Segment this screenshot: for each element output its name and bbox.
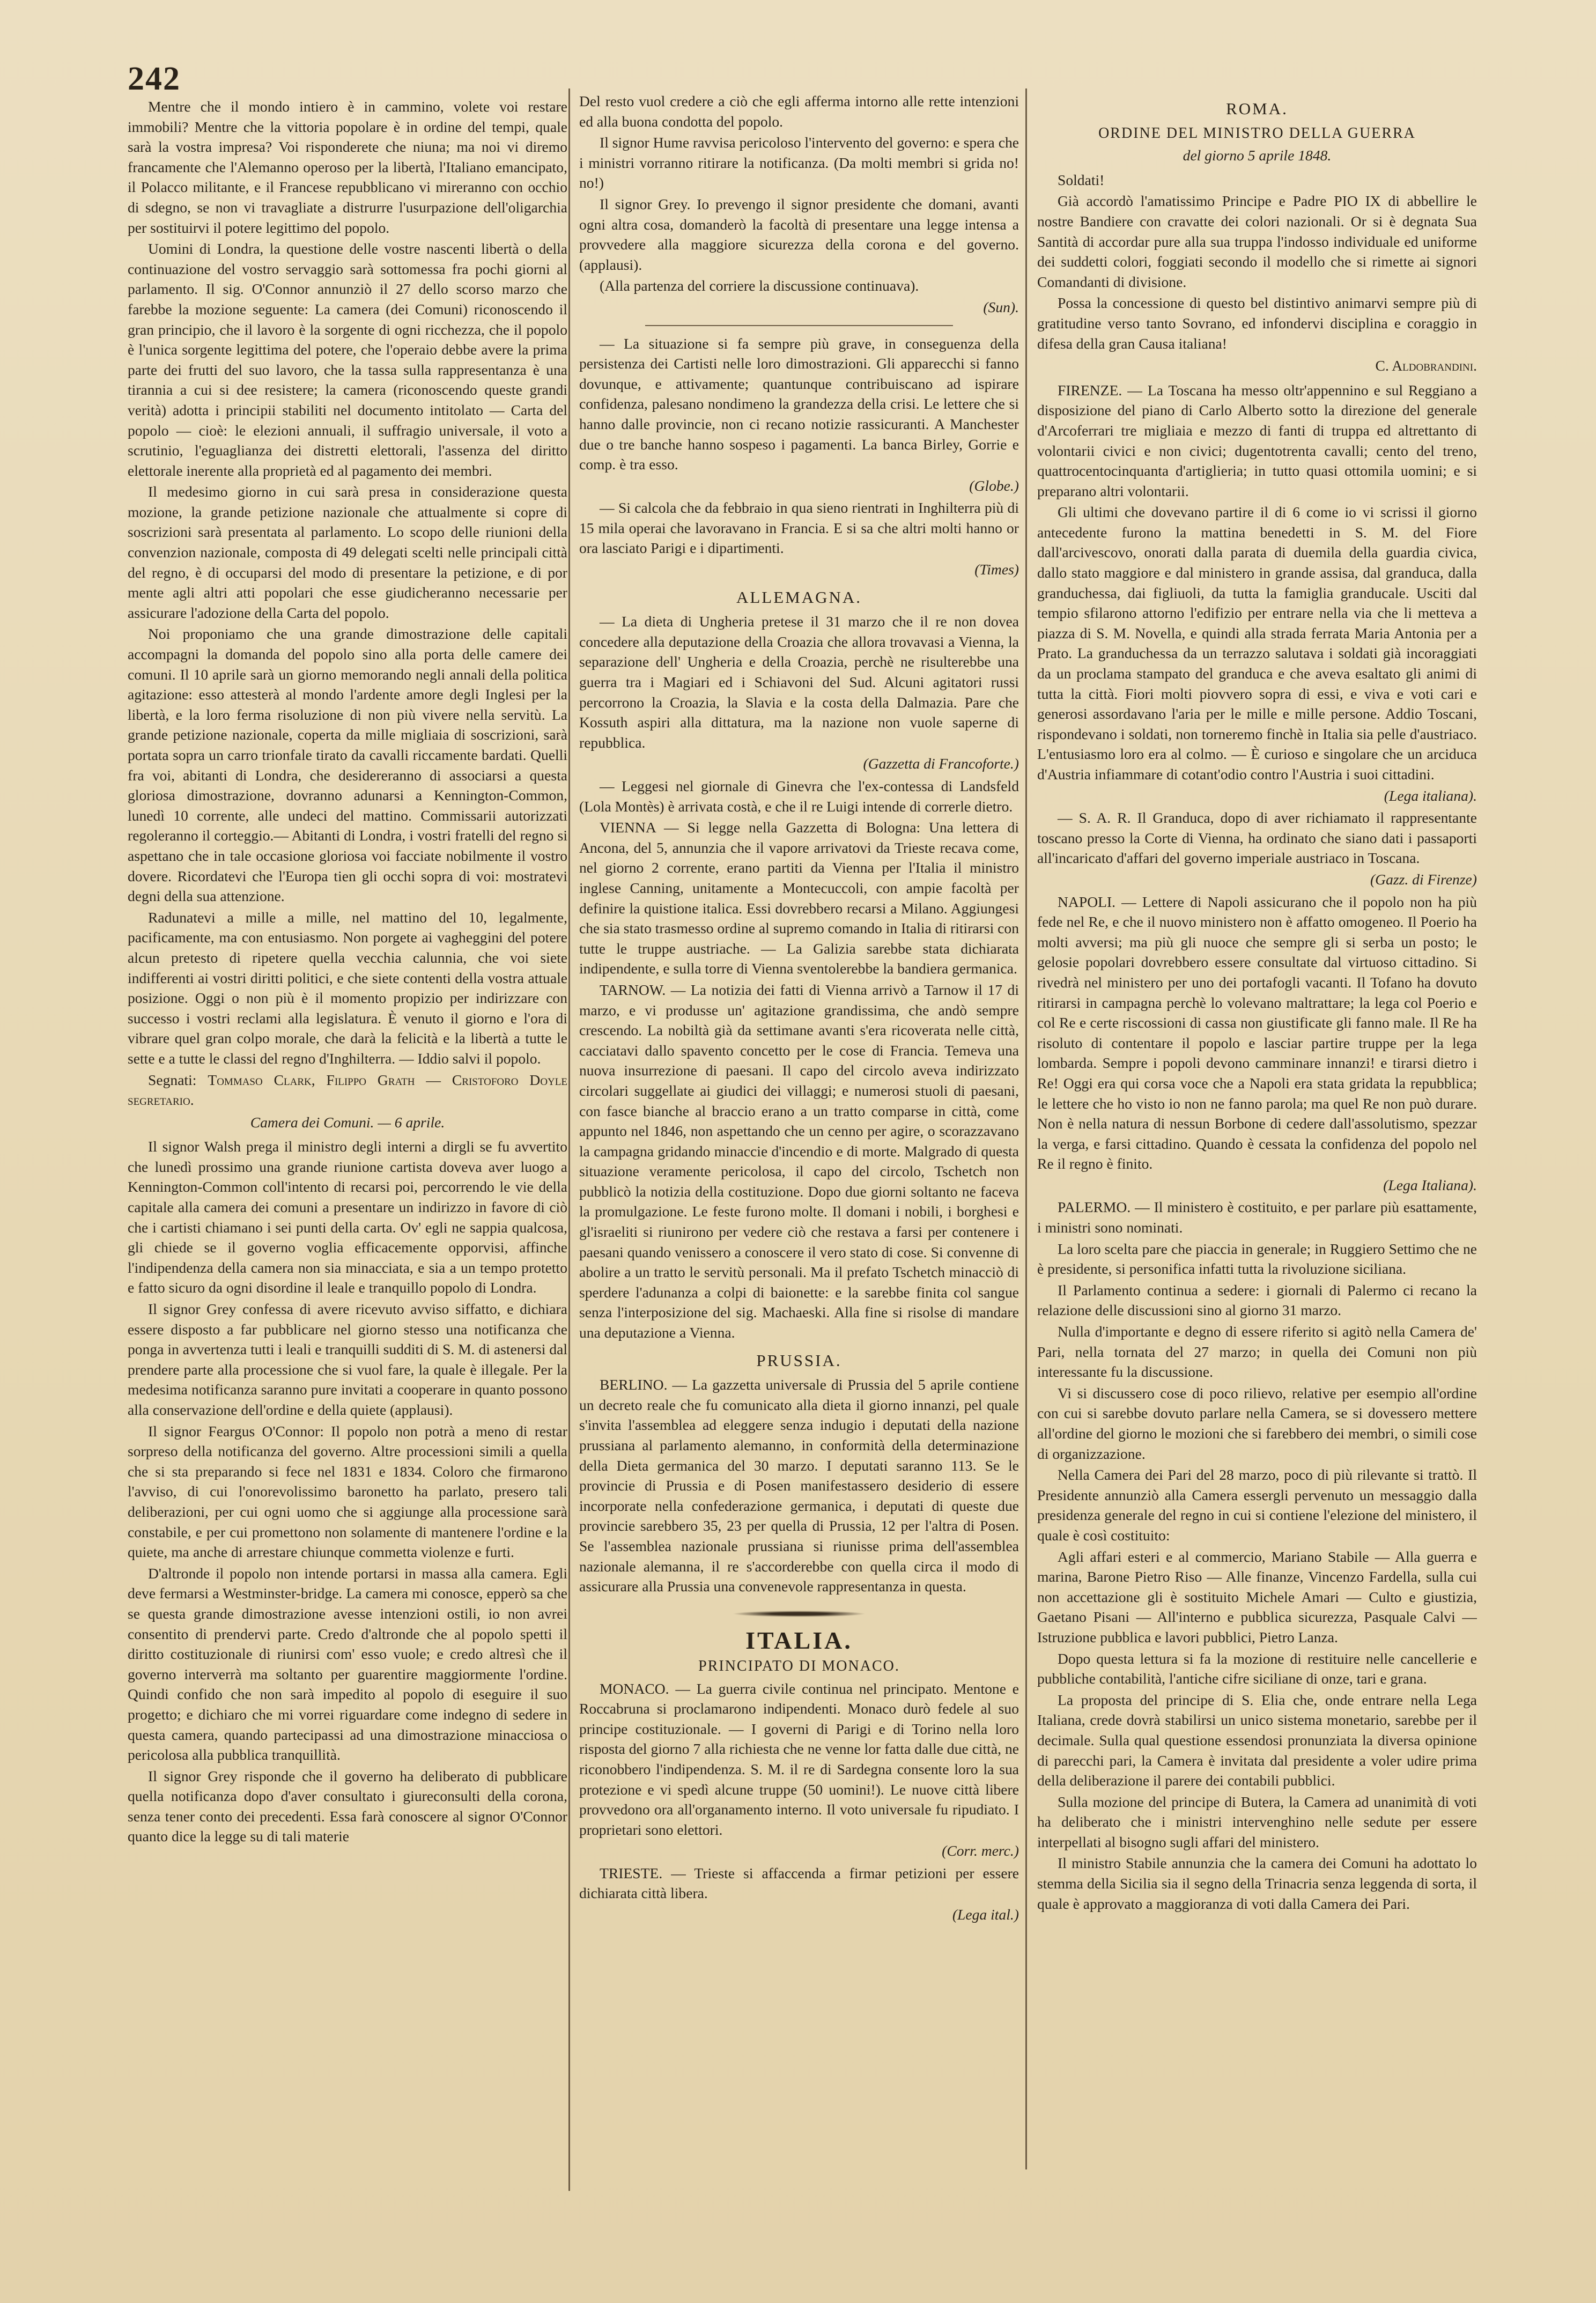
subheading-ordine: ORDINE DEL MINISTRO DELLA GUERRA: [1098, 124, 1416, 142]
signature: C. Aldobrandini.: [1375, 357, 1477, 374]
column-rule-left: [568, 88, 570, 2191]
section-heading-roma: ROMA.: [1226, 99, 1288, 118]
camera-heading: Camera dei Comuni. — 6 aprile.: [250, 1113, 445, 1131]
column-rule-right: [1025, 88, 1027, 2169]
column-3: [1037, 91, 1477, 2172]
article-paragraph: Possa la concessione di questo bel distintivo animarvi sempre più di gratitudine verso tanto Sovrano, ed infondervi disciplina e coraggio in difesa della gran Causa italiana!: [1037, 294, 1477, 352]
article-paragraph: FIRENZE. — La Toscana ha messo oltr'appennino e sul Reggiano a disposizione del piano di Carlo Alberto sotto la direzione del generale d'Arcoferrari tre migliaia e mezzo di fanti di truppa ed altrettanto di volontarii civici e non civici; dugentotrenta cavalli; cento del treno, quattrocentocinquanta d'artiglieria; in tutto quasi ottomila uomini; e si preparano altri volontarii.: [1037, 381, 1477, 499]
article-paragraph: Nulla d'importante e degno di essere riferito si agitò nella Camera de' Pari, nella tornata del 27 marzo; in quella dei Comuni non più interessante fu la discussione.: [1037, 1323, 1477, 1381]
article-paragraph: — La dieta di Ungheria pretese il 31 marzo che il re non dovea concedere alla deputazione della Croazia che allora trovavasi a Vienna, la separazione dell' Ungheria e della Croazia, perchè ne risulterebbe una guerra tra i Magiari ed i Schiavoni del Sud. Alcuni agitatori russi percorrono la Croazia, la Slavia e la costa della Dalmazia. Pare che Kossuth aspiri alla dittatura, ma la nazione non vuole saperne di repubblica.: [579, 613, 1019, 751]
article-paragraph: La proposta del principe di S. Elia che, onde entrare nella Lega Italiana, crede dovrà stabilirsi un unico sistema monetario, sarebbe per il decimale. Sulla qual questione essendosi pronunziata la diversa opinione di parecchi pari, la Camera è invitata dal presidente a voler udire prima della deliberazione il parere dei contabili pubblici.: [1037, 1691, 1477, 1789]
column-2: [579, 91, 1019, 2161]
article-paragraph: Nella Camera dei Pari del 28 marzo, poco di più rilevante si trattò. Il Presidente annunziò alla Camera essergli pervenuto un messaggio dalla presidenza generale del regno in cui si contiene l'elezione del ministero, il quale è così costituito:: [1037, 1466, 1477, 1544]
section-heading-allemagna: ALLEMAGNA.: [736, 587, 862, 607]
article-paragraph: Già accordò l'amatissimo Principe e Padre PIO IX di abbellire le nostre Bandiere con cravatte dei colori nazionali. Or si è degnata Sua Santità di accordar pure alla sua truppa l'indosso individuale ed uniforme dei suddetti colori, foggiati secondo il modello che si rimette ai signori Comandanti di divisione.: [1037, 193, 1477, 290]
article-paragraph: Vi si discussero cose di poco rilievo, relative per esempio all'ordine con cui si sarebbe dovuto parlare nella Camera, se si dovessero mettere all'ordine del giorno le mozioni che si farebbero dei membri, o simili cose di organizzazione.: [1037, 1384, 1477, 1462]
article-paragraph: Il signor Walsh prega il ministro degli interni a dirgli se fu avvertito che lunedì prossimo una grande riunione cartista doveva aver luogo a Kennington-Common coll'intento di recarsi poi, percorrendo le vie della capitale alla camera dei comuni a presentare un indirizzo in favore di ciò che i cartisti chiamano i sei punti della carta. Ov' egli ne sappia qualcosa, gli chiede se il governo voglia efficacemente opporvisi, affinche l'indipendenza della camera non sia minacciata, e sia a un tempo protetto e fatto sicuro da ogni disordine il leale e tranquillo popolo di Londra.: [128, 1138, 567, 1296]
source-citation: (Gazz. di Firenze): [1370, 870, 1477, 888]
article-paragraph: Uomini di Londra, la questione delle vostre nascenti libertà o della continuazione del vostro servaggio sarà sottomessa fra pochi giorni al parlamento. Il sig. O'Connor annunziò il 27 dello scorso marzo che farebbe la mozione seguente: La camera (dei Comuni) riconoscendo il gran principio, che il lavoro è la sorgente di ogni ricchezza, che il popolo è l'unica sorgente legittima del potere, che l'operaio debbe avere la prima parte dei frutti del suo lavoro, che la tassa sulla rappresentanza è una tirannia a cui si dee resistere; la camera (riconoscendo queste grandi verità) adotta i principii stabiliti nel documento intitolato — Carta del popolo — cioè: le elezioni annuali, il suffragio universale, il voto a scrutinio, l'eguaglianza dei distretti elettorali, l'assenza del diritto elettorale inerente alla proprietà ed al pagamento dei membri.: [128, 240, 567, 479]
signers-names: Tommaso Clark, Filippo Grath — Cristoforo Doyle segretario.: [128, 1071, 567, 1109]
source-citation: (Gazzetta di Francoforte.): [863, 755, 1019, 772]
signers-line: [128, 1070, 567, 1110]
article-paragraph: Il ministro Stabile annunzia che la camera dei Comuni ha adottato lo stemma della Sicilia sia il segno della Trinacria senza leggenda di sorta, il quale è approvato a maggioranza di voti dalla Camera dei Pari.: [1037, 1855, 1477, 1912]
article-paragraph: Il signor Grey confessa di avere ricevuto avviso siffatto, e dichiara essere disposto a far pubblicare nel giorno stesso una notificanza che ponga in avvertenza tutti i leali e tranquilli sudditi di S. M. di astenersi dal prendere parte alla processione che si vuol fare, la quale è illegale. Per la medesima notificanza saranno pure invitati a cooperare in quanto possono alla conservazione dell'ordine e della quiete (applausi).: [128, 1301, 567, 1418]
article-paragraph: — Leggesi nel giornale di Ginevra che l'ex-contessa di Landsfeld (Lola Montès) è arrivata costà, e che il re Luigi intende di correrle dietro.: [579, 778, 1019, 815]
article-paragraph: Dopo questa lettura si fa la mozione di restituire nelle cancellerie e pubbliche contabilità, l'antiche cifre siciliane di onze, tari e grana.: [1037, 1650, 1477, 1687]
article-paragraph: Gli ultimi che dovevano partire il di 6 come io vi scrissi il giorno antecedente furono la mattina benedetti in S. M. del Fiore dall'arcivescovo, onorati dalla parata di duemila della guardia civica, dallo stato maggiore e dal ministero in grande assisa, dal granduca, dalla granduchessa, dai figliuoli, da tutta la famiglia granducale. Usciti dal tempio sfilarono attorno l'edifizio per entrare nella via che li metteva a piazza di S. M. Novella, e quindi alla strada ferrata Maria Antonia per a Prato. La granduchessa da un terrazzo salutava i soldati già incoraggiati da un proclama stampato del granduca e che aveva esaltato gli animi di tutta la città. Fiori molti piovvero sopra di essi, e viva e voti cari e generosi assordavano l'aria per le mille e mille persone. Addio Toscani, rispondevano i soldati, non torneremo finchè in Italia sia pelle d'austriaco. L'entusiasmo loro era al colmo. — È curioso e singolare che un arciduca d'Austria infiammare di cotant'odio contro l'Austria i suoi cittadini.: [1037, 504, 1477, 783]
source-citation: (Lega Italiana).: [1383, 1176, 1477, 1193]
article-paragraph: — Si calcola che da febbraio in qua sieno rientrati in Inghilterra più di 15 mila operai che lavoravano in Francia. E si sa che altri molti hanno or ora lasciato Parigi e i dipartimenti.: [579, 499, 1019, 557]
source-citation: (Times): [974, 561, 1019, 578]
article-paragraph: TRIESTE. — Trieste si affaccenda a firmar petizioni per essere dichiarata città libera.: [579, 1864, 1019, 1902]
article-paragraph: Il signor Hume ravvisa pericoloso l'intervento del governo: e spera che i ministri vorranno ritirare la notificanza. (Da molti membri si grida no! no!): [579, 134, 1019, 191]
source-citation: (Sun).: [983, 298, 1019, 315]
article-paragraph: Il signor Grey risponde che il governo ha deliberato di pubblicare quella notificanza dopo d'aver consultato i giureconsulti della corona, senza tener conto dei precedenti. Essa farà conoscere al signor O'Connor quanto dice la legge su di tali materie: [128, 1767, 567, 1845]
page-number: 242: [128, 61, 181, 97]
article-paragraph: Il signor Grey. Io prevengo il signor presidente che domani, avanti ogni altra cosa, domanderò la facoltà di presentare una legge intensa a provvedere alla maggiore sicurezza della corona e del governo. (applausi).: [579, 195, 1019, 273]
article-paragraph: TARNOW. — La notizia dei fatti di Vienna arrivò a Tarnow il 17 di marzo, e vi produsse un' agitazione grandissima, che andò sempre crescendo. La nobiltà già da settimane avanti s'era ricoverata nelle città, cacciatavi dallo spavento concetto per le cose di Francia. Temeva una nuova insurrezione di paesani. Il capo del circolo aveva indirizzato circolari suggellate ai giudici dei villaggi; e numerosi stuoli di paesani, con fasce bianche al braccio erano a un tratto comparse in città, come appunto nel 1846, non aspettando che un cenno per agire, o scorazzavano la campagna gridando minaccie d'incendio e di morte. Malgrado di questa situazione veramente pericolosa, il capo del circolo, Tschetch non pubblicò la notizia della costituzione. Dopo due giorni soltanto ne faceva la promulgazione. Le feste furono molte. Il domani i nobili, i borghesi e gl'israeliti si riunirono per vedere ciò che restava a farsi per contenere i paesani quando venissero a conoscere il vero stato di cose. Si convenne di abolire a un tratto le servitù personali. Ma il prefato Tschetch minacciò di sperdere l'adunanza a colpi di baionette: e la sarebbe finita col sangue senza l'interposizione del sig. Machaeski. Alla fine si risolse di mandare una deputazione a Vienna.: [579, 981, 1019, 1341]
article-paragraph: Il Parlamento continua a sedere: i giornali di Palermo ci recano la relazione delle discussioni sino al giorno 31 marzo.: [1037, 1281, 1477, 1319]
article-paragraph: Noi proponiamo che una grande dimostrazione delle capitali accompagni la domanda del popolo sino alla porta delle camere dei comuni. Il 10 aprile sarà un giorno memorando negli annali della politica agitazione: esso attesterà al mondo l'ardente amore degli Inglesi per la libertà, e la loro ferma risoluzione di non più vivere nella servitù. La grande petizione nazionale, coperta da mille migliaia di soscrizioni, sarà portata sopra un carro trionfale tirato da cavalli riccamente bardati. Quelli fra voi, abitanti di Londra, che desidereranno di associarsi a questa gloriosa dimostrazione, dovranno adunarsi a Kennington-Common, lunedì 10 corrente, alle undeci del mattino. Commissarii autorizzati regoleranno il corteggio.— Abitanti di Londra, i vostri fratelli del regno si aspettano che in tale occasione gloriosa voi facciate nobilmente il vostro dovere. Ricordatevi che l'Europa tien gli occhi sopra di voi: mostratevi degni della sua attenzione.: [128, 625, 567, 905]
section-heading-prussia: PRUSSIA.: [756, 1350, 842, 1370]
source-citation: (Corr. merc.): [942, 1842, 1019, 1859]
article-paragraph: BERLINO. — La gazzetta universale di Prussia del 5 aprile contiene un decreto reale che fu comunicato alla dieta il giorno innanzi, pel quale s'invita l'assemblea ad eleggere senza indugio i deputati della nazione prussiana al parlamento alemanno, in conformità della determinazione della Dieta germanica del 30 marzo. I deputati saranno 113. Se le provincie di Prussia e di Posen manifestassero desiderio di essere incorporate nella confederazione germanica, i deputati di queste due provincie sarebbero 35, 23 per quella di Prussia, 12 per l'altra di Posen. Se l'assemblea nazionale prussiana si riunisse prima dell'assemblea nazionale alemanna, il re s'accorderebbe con quella circa il modo di assicurare alla Prussia una convenevole rappresentanza in questa.: [579, 1376, 1019, 1595]
article-paragraph: Mentre che il mondo intiero è in cammino, volete voi restare immobili? Mentre che la vittoria popolare è in ordine del tempi, quale sarà la vostra impresa? Voi risponderete che niuna; ma noi vi diremo francamente che l'Alemanno operoso per la libertà, l'Italiano emancipato, il Polacco militante, e il Francese repubblicano vi mireranno con occhio di sdegno, se non vi travagliate a distrurre l'usurpazione dell'oligarchia per sostituirvi il potere legittimo del popolo.: [128, 98, 567, 236]
ordine-date: del giorno 5 aprile 1848.: [1183, 147, 1332, 164]
column-1: [128, 97, 567, 2220]
article-paragraph: — S. A. R. Il Granduca, dopo di aver richiamato il rappresentante toscano presso la Corte di Vienna, ha ordinato che siano dati i passaporti all'incaricato d'affari del governo imperiale austriaco in Toscana.: [1037, 809, 1477, 867]
article-paragraph: Sulla mozione del principe di Butera, la Camera ad unanimità di voti ha deliberato che i ministri intervenghino nelle sedute per essere interpellati al bisogno sugli affari del ministero.: [1037, 1793, 1477, 1850]
article-paragraph: PALERMO. — Il ministero è costituito, e per parlare più esattamente, i ministri sono nominati.: [1037, 1199, 1477, 1236]
article-paragraph: D'altronde il popolo non intende portarsi in massa alla camera. Egli deve fermarsi a Westminster-bridge. La camera mi conosce, epperò sa che se questa grande dimostrazione avesse intenzioni ostili, io non avrei consentito di prendervi parte. Credo d'altronde che al popolo spetti il diritto costituzionale di riunirsi com' esso vuole; e credo altresì che il governo interverrà ma soltanto per guarentire maggiormente l'ordine. Quindi confido che non sarà impedito al popolo di eseguire il suo progetto; e dichiaro che mi vorrei riguardare come indegno di sedere in questa camera, quando partecipassi ad una dimostrazione minacciosa o pericolosa alla pubblica tranquillità.: [128, 1564, 567, 1763]
salutation: Soldati!: [1058, 171, 1105, 188]
article-paragraph: NAPOLI. — Lettere di Napoli assicurano che il popolo non ha più fede nel Re, e che il nuovo ministero non è affatto omogeneo. Il Poerio ha molti avversi; ma più gli nuoce che sempre gli si serba un posto; le gelosie popolari dovrebbero essere consultate dal virtuoso cittadino. Si rivedrà nel ministero per uno dei portafogli vacanti. Il Tofano ha dovuto ritirarsi in campagna perchè lo volevano maltrattare; la lega col Poerio e col Re e certe riscossioni di cassa non giustificate gli fanno male. Il Re ha risoluto di contentare il popolo e lasciar partire truppe per la lega lombarda. Sempre i popoli devono camminare innanzi! e tirarsi dietro i Re! Oggi era qui corsa voce che a Napoli era stata gridata la repubblica; le lettere che ho visto io non ne fanno parola; ma quel Re non può durare. Non è nella natura di nessun Borbone di cedere dall'assolutismo, spezzar la verga, e farsi cittadino. Quando è cessata la confidenza del popolo nel Re il regno è finito.: [1037, 893, 1477, 1172]
article-paragraph: Agli affari esteri e al commercio, Mariano Stabile — Alla guerra e marina, Barone Pietro Riso — Alle finanze, Vincenzo Fardella, sulla cui non accettazione gli è sostituito Michele Amari — Culto e giustizia, Gaetano Pisani — All'interno e pubblica sicurezza, Pasquale Calvi — Istruzione pubblica e lavori pubblici, Pietro Lanza.: [1037, 1548, 1477, 1645]
article-paragraph: (Alla partenza del corriere la discussione continuava).: [600, 277, 919, 294]
article-paragraph: VIENNA — Si legge nella Gazzetta di Bologna: Una lettera di Ancona, del 5, annunzia che il vapore arrivatovi da Trieste recava come, nel giorno 2 corrente, erano partiti da Vienna per l'Italia il ministro inglese Canning, unitamente a Montecuccoli, con ampie facoltà per definire la quistione italica. Essi dovrebbero recarsi a Milano. Aggiungesi che sia stato trasmesso ordine al supremo comando in Italia di ritirarsi con tutte le truppe austriache. — La Galizia sarebbe stata dichiarata indipendente, e sulla torre di Vienna sventolerebbe la bandiera germanica.: [579, 819, 1019, 977]
section-heading-italia: ITALIA.: [745, 1627, 853, 1655]
source-citation: (Globe.): [969, 477, 1019, 494]
subheading-monaco: PRINCIPATO DI MONACO.: [698, 1657, 900, 1674]
article-paragraph: MONACO. — La guerra civile continua nel principato. Mentone e Roccabruna si proclamarono indipendenti. Monaco durò fedele al suo principe costituzionale. — I governi di Parigi e di Torino nella loro risposta del giorno 7 alla richiesta che ne venne lor fatta dalle due città, ne riconobbero l'indipendenza. S. M. il re di Sardegna consente loro la sua protezione e vi spedì alcune truppe (50 uomini!). Le nuove città libere provvedono ora all'organamento interno. Il voto universale fu ripudiato. I proprietari sono elettori.: [579, 1680, 1019, 1838]
article-paragraph: Il medesimo giorno in cui sarà presa in considerazione questa mozione, la grande petizione nazionale che attualmente si copre di soscrizioni sarà presentata al parlamento. Lo scopo delle riunioni della convenzion nazionale, composta di 49 delegati scelti nelle principali città del regno, è di occuparsi del modo di presentare la petizione, e di por mente agli altri atti popolari che esse giudicheranno necessarie per assicurare l'adozione della Carta del popolo.: [128, 483, 567, 621]
signers-label: Segnati:: [148, 1071, 197, 1088]
source-citation: (Lega italiana).: [1384, 787, 1477, 804]
article-paragraph: Del resto vuol credere a ciò che egli afferma intorno alle rette intenzioni ed alla buona condotta del popolo.: [579, 93, 1019, 130]
ornament-divider: [579, 1602, 1019, 1622]
article-paragraph: Il signor Feargus O'Connor: Il popolo non potrà a meno di restar sorpreso della notificanza del governo. Altre processioni simili a quella che si sta preparando si fece nel 1831 e 1834. Coloro che firmarono l'avviso, di cui l'onorevolissimo baronetto ha parlato, presero tali deliberazioni, per cui ogni uomo che si aggiunge alla processione sarà constabile, e per cui promettono non solamente di mantenere l'ordine e la quiete, ma anche di arrestare chiunque commetta violenze e furti.: [128, 1422, 567, 1561]
source-citation: (Lega ital.): [952, 1906, 1019, 1923]
separator-rule: [645, 325, 953, 326]
article-paragraph: Radunatevi a mille a mille, nel mattino del 10, legalmente, pacificamente, ma con entusiasmo. Non porgete ai vagheggini del potere alcun pretesto di ripetere quella vecchia calunnia, che voi siete indifferenti ai vostri diritti politici, e che siete contenti della vostra attuale posizione. Oggi o non più è il momento propizio per indirizzare con successo i vostri reclami alla legislatura. È venuto il giorno e l'ora di vibrare quel gran colpo morale, che darà la felicità e la libertà a tutte le sette e a tutte le classi del regno d'Inghilterra. — Iddio salvi il popolo.: [128, 909, 567, 1067]
article-paragraph: — La situazione si fa sempre più grave, in conseguenza della persistenza dei Cartisti nelle loro dimostrazioni. Gli apparecchi si fanno dovunque, e attivamente; quantunque contribuiscano ad ispirare confidenza, palesano nondimeno la grandezza della crisi. Le lettere che si hanno dalle provincie, non ci recano notizie rassicuranti. A Manchester due o tre banche hanno sospeso i pagamenti. La banca Birley, Gorrie e comp. è tra esso.: [579, 335, 1019, 473]
article-paragraph: La loro scelta pare che piaccia in generale; in Ruggiero Settimo che ne è presidente, si personifica infatti tutta la rivoluzione siciliana.: [1037, 1240, 1477, 1278]
